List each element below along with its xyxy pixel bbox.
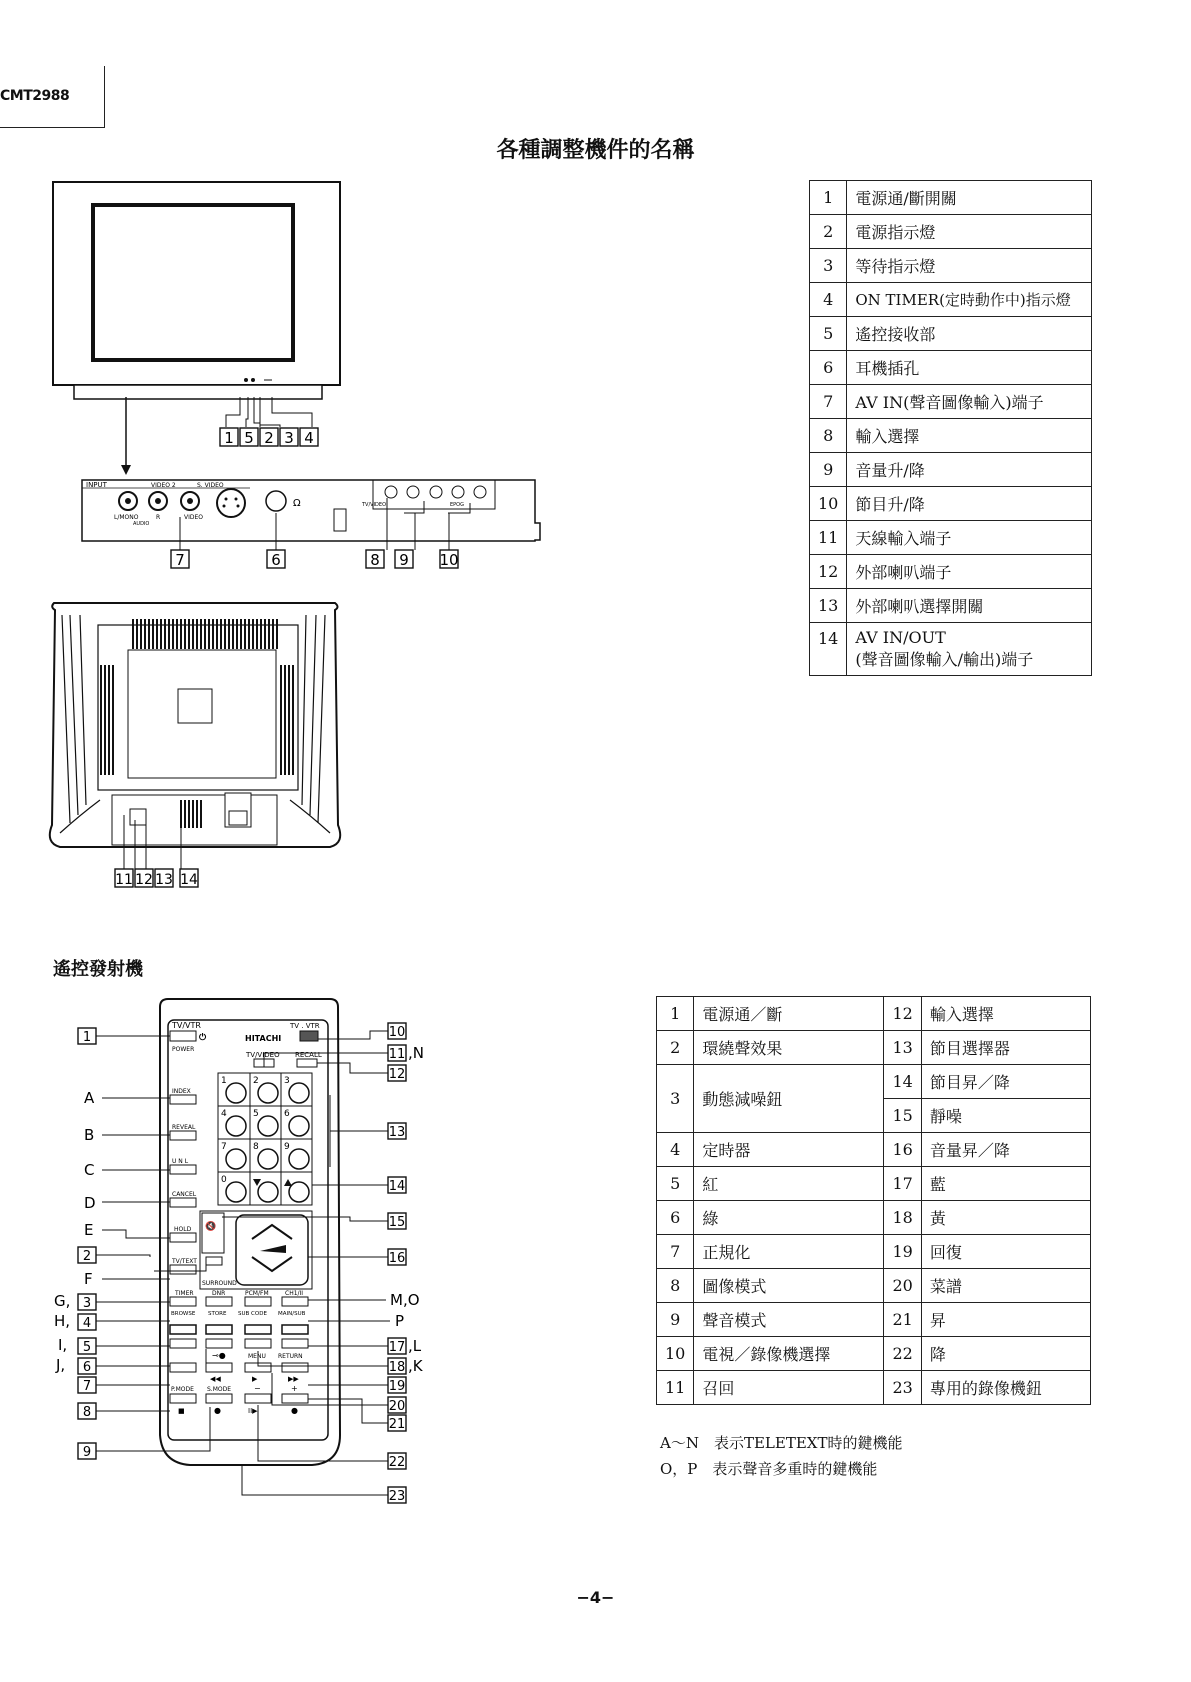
tv-diagram: [40, 175, 600, 920]
svg-text:INPUT: INPUT: [86, 481, 107, 489]
svg-text:M,O: M,O: [390, 1291, 420, 1309]
tv-callout-5: 5: [244, 429, 254, 447]
svg-text:15: 15: [388, 1215, 406, 1230]
svg-text:P: P: [395, 1312, 405, 1330]
table-row: 3 等待指示燈: [810, 249, 1092, 283]
note-sound-multiplex: O，P 表示聲音多重時的鍵機能: [660, 1460, 878, 1478]
svg-text:3: 3: [82, 1296, 92, 1311]
svg-text:PCM/FM: PCM/FM: [245, 1290, 269, 1297]
svg-text:H,: H,: [54, 1312, 71, 1330]
svg-text:EPOG: EPOG: [450, 502, 464, 508]
front-panel: [82, 480, 540, 569]
svg-text:Ω: Ω: [293, 498, 301, 509]
table-row: 6 耳機插孔: [810, 351, 1092, 385]
svg-text:REVEAL: REVEAL: [172, 1124, 196, 1131]
svg-text:,K: ,K: [408, 1357, 423, 1375]
table-row: 2 環繞聲效果 13 節目選擇器: [657, 1031, 1091, 1065]
svg-text:A: A: [84, 1089, 95, 1107]
svg-text:21: 21: [388, 1417, 406, 1432]
svg-text:TV/TEXT: TV/TEXT: [172, 1258, 197, 1265]
svg-text:⏻: ⏻: [199, 1033, 207, 1043]
svg-text:0: 0: [221, 1175, 227, 1185]
table-row: 4 ON TIMER(定時動作中)指示燈: [810, 283, 1092, 317]
svg-text:6: 6: [284, 1109, 290, 1119]
svg-text:18: 18: [388, 1360, 406, 1375]
table-row: 1 電源通／斷 12 輸入選擇: [657, 997, 1091, 1031]
svg-text:🔇: 🔇: [205, 1222, 217, 1232]
page-title: 各種調整機件的名稱: [496, 138, 695, 163]
svg-text:BROWSE: BROWSE: [171, 1311, 196, 1317]
svg-text:14: 14: [388, 1179, 406, 1194]
svg-text:23: 23: [388, 1489, 406, 1504]
table-row: 5 遙控接收部: [810, 317, 1092, 351]
remote-diagram: [50, 995, 450, 1515]
svg-text:MENU: MENU: [248, 1353, 266, 1360]
svg-text:10: 10: [388, 1025, 406, 1040]
svg-text:HOLD: HOLD: [174, 1226, 192, 1233]
svg-text:S.MODE: S.MODE: [207, 1386, 232, 1393]
tv-callout-6: 6: [271, 551, 281, 569]
table-row: 5 紅 17 藍: [657, 1167, 1091, 1201]
svg-text:⊸●: ⊸●: [212, 1351, 226, 1360]
svg-text:3: 3: [284, 1076, 290, 1086]
note-teletext: A～N 表示TELETEXT時的鍵機能: [660, 1434, 903, 1452]
svg-text:◀◀: ◀◀: [210, 1375, 221, 1383]
svg-text:,L: ,L: [408, 1337, 422, 1355]
svg-text:R: R: [156, 514, 161, 521]
svg-text:9: 9: [82, 1445, 92, 1460]
remote-parts-table: [656, 996, 1091, 1405]
svg-text:II▶: II▶: [248, 1407, 258, 1415]
svg-text:20: 20: [388, 1399, 406, 1414]
svg-text:B: B: [84, 1126, 95, 1144]
svg-text:DNR: DNR: [212, 1290, 226, 1297]
svg-text:C: C: [84, 1161, 95, 1179]
svg-text:RECALL: RECALL: [295, 1051, 322, 1059]
svg-text:+: +: [291, 1384, 298, 1393]
svg-text:▶: ▶: [252, 1375, 258, 1383]
table-row: 11 召回 23 專用的錄像機鈕: [657, 1371, 1091, 1405]
svg-text:RETURN: RETURN: [278, 1353, 303, 1360]
table-row: 7 AV IN(聲音圖像輸入)端子: [810, 385, 1092, 419]
svg-text:D: D: [84, 1194, 96, 1212]
table-row: 15 靜噪: [657, 1099, 1091, 1133]
svg-text:TV/VIDEO: TV/VIDEO: [362, 502, 386, 508]
svg-text:−: −: [254, 1384, 261, 1393]
svg-text:5: 5: [253, 1109, 259, 1119]
svg-text:,N: ,N: [408, 1044, 424, 1062]
tv-callout-9: 9: [399, 551, 409, 569]
svg-text:VIDEO 2: VIDEO 2: [151, 482, 176, 489]
svg-text:STORE: STORE: [208, 1311, 227, 1317]
svg-text:SURROUND: SURROUND: [202, 1280, 237, 1287]
brand-logo: HITACHI: [245, 1034, 282, 1043]
svg-text:7: 7: [82, 1379, 92, 1394]
table-row: 8 輸入選擇: [810, 419, 1092, 453]
model-divider: [104, 66, 105, 128]
tv-callout-14: 14: [180, 872, 198, 888]
tv-callout-3: 3: [284, 429, 294, 447]
tv-callout-7: 7: [175, 551, 185, 569]
table-row: 11 天線輸入端子: [810, 521, 1092, 555]
svg-text:MAIN/SUB: MAIN/SUB: [278, 1311, 306, 1317]
svg-text:13: 13: [388, 1125, 406, 1140]
svg-text:17: 17: [388, 1340, 406, 1355]
table-row: 9 聲音模式 21 昇: [657, 1303, 1091, 1337]
tv-callout-10: 10: [439, 551, 459, 569]
svg-text:7: 7: [221, 1142, 227, 1152]
tv-callout-1: 1: [224, 429, 234, 447]
svg-text:U N L: U N L: [172, 1158, 189, 1165]
svg-text:●: ●: [291, 1406, 298, 1415]
table-row: 8 圖像模式 20 菜譜: [657, 1269, 1091, 1303]
table-row: 9 音量升/降: [810, 453, 1092, 487]
svg-text:5: 5: [82, 1340, 92, 1355]
svg-text:INDEX: INDEX: [172, 1088, 191, 1095]
svg-text:CH1/II: CH1/II: [285, 1290, 304, 1297]
svg-text:22: 22: [388, 1455, 406, 1470]
table-row: 14 AV IN/OUT (聲音圖像輸入/輸出)端子: [810, 623, 1092, 676]
svg-text:6: 6: [82, 1360, 92, 1375]
svg-text:16: 16: [388, 1251, 406, 1266]
table-row: 3 動態減噪鈕 14 節目昇／降: [657, 1065, 1091, 1099]
model-divider-h: [0, 127, 105, 128]
svg-text:I,: I,: [58, 1336, 68, 1354]
table-row: 1 電源通/斷開關: [810, 181, 1092, 215]
svg-text:TIMER: TIMER: [175, 1290, 194, 1297]
model-number: CMT2988: [0, 88, 70, 104]
svg-text:4: 4: [82, 1316, 92, 1331]
table-row: 2 電源指示燈: [810, 215, 1092, 249]
table-row: 12 外部喇叭端子: [810, 555, 1092, 589]
svg-text:E: E: [84, 1221, 94, 1239]
table-row: 10 電視／錄像機選擇 22 降: [657, 1337, 1091, 1371]
tv-callout-8: 8: [370, 551, 380, 569]
svg-text:12: 12: [388, 1067, 406, 1082]
svg-text:S. VIDEO: S. VIDEO: [197, 482, 224, 489]
svg-text:8: 8: [82, 1405, 92, 1420]
remote-section-title: 遙控發射機: [53, 959, 143, 980]
svg-text:4: 4: [221, 1109, 227, 1119]
svg-text:1: 1: [221, 1076, 227, 1086]
table-row: 13 外部喇叭選擇開關: [810, 589, 1092, 623]
svg-text:AUDIO: AUDIO: [133, 521, 150, 527]
svg-text:1: 1: [82, 1030, 92, 1045]
svg-text:2: 2: [253, 1076, 259, 1086]
svg-text:L/MONO: L/MONO: [114, 514, 139, 521]
tv-front: [53, 182, 340, 475]
table-row: 10 節目升/降: [810, 487, 1092, 521]
svg-text:F: F: [84, 1270, 93, 1288]
svg-text:9: 9: [284, 1142, 290, 1152]
svg-text:▶▶: ▶▶: [288, 1375, 299, 1383]
svg-text:●: ●: [214, 1406, 221, 1415]
svg-text:CANCEL: CANCEL: [172, 1191, 197, 1198]
tv-callout-12: 12: [135, 872, 153, 888]
table-row: 7 正規化 19 回復: [657, 1235, 1091, 1269]
svg-text:TV/VTR: TV/VTR: [172, 1021, 201, 1030]
svg-text:19: 19: [388, 1379, 406, 1394]
tv-callout-13: 13: [155, 872, 173, 888]
svg-text:SUB CODE: SUB CODE: [238, 1311, 267, 1317]
svg-text:2: 2: [82, 1249, 92, 1264]
svg-text:P.MODE: P.MODE: [171, 1386, 194, 1393]
page-number: −4−: [576, 1588, 615, 1607]
tv-callout-11: 11: [115, 872, 133, 888]
svg-text:POWER: POWER: [172, 1046, 195, 1053]
svg-text:J,: J,: [56, 1356, 66, 1374]
tv-callout-4: 4: [304, 429, 314, 447]
svg-text:G,: G,: [54, 1292, 71, 1310]
parts-table: [809, 180, 1092, 676]
svg-text:VIDEO: VIDEO: [184, 514, 204, 521]
table-row: 6 綠 18 黃: [657, 1201, 1091, 1235]
svg-text:TV/VIDEO: TV/VIDEO: [246, 1051, 280, 1059]
svg-text:11: 11: [388, 1047, 406, 1062]
table-row: 4 定時器 16 音量昇／降: [657, 1133, 1091, 1167]
svg-text:8: 8: [253, 1142, 259, 1152]
svg-text:■: ■: [178, 1407, 185, 1415]
tv-callout-2: 2: [264, 429, 274, 447]
svg-text:TV . VTR: TV . VTR: [290, 1022, 320, 1030]
tv-back: [50, 603, 340, 888]
